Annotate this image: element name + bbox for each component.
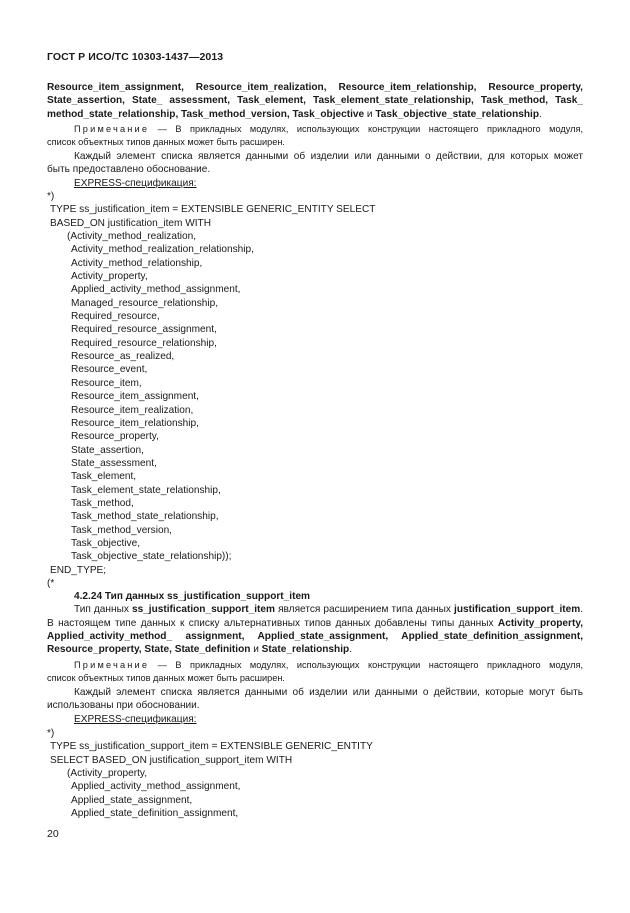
entity-names: method_state_relationship, Task_method_version, Task_objective <box>47 108 365 120</box>
code-line: Resource_item, <box>71 377 142 389</box>
express-spec-label <box>47 713 583 726</box>
type-name: Activity_property, <box>497 617 583 629</box>
code-line: END_TYPE; <box>50 564 107 576</box>
paragraph-line <box>47 108 583 121</box>
paragraph-line: State_assertion, State_ assessment, Task_element, Task_element_state_relationship, Task_method, Task_ <box>47 95 583 107</box>
paragraph-line <box>47 603 583 616</box>
entity-name: Task_objective_state_relationship <box>375 108 539 120</box>
text-run: В настоящем типе данных к списку альтернативных типов данных добавлены типы данных <box>47 617 498 629</box>
note-block <box>47 659 583 686</box>
paragraph-line: быть предоставлено обоснование. <box>47 164 211 176</box>
code-line: Task_method, <box>71 497 134 509</box>
paragraph-line: Applied_activity_method_ assignment, Applied_state_assignment, Applied_state_definition_assignment, <box>47 631 583 643</box>
paragraph-line: Resource_item_assignment, Resource_item_realization, Resource_item_relationship, Resource_property, <box>47 82 583 93</box>
paragraph-line: Каждый элемент списка является данными об изделии или данными о действии, которые могут быть <box>74 687 583 698</box>
note-text: — В прикладных модулях, использующих конструкции настоящего прикладного модуля, <box>157 124 583 134</box>
body-paragraph <box>47 686 583 713</box>
express-code-block <box>47 190 587 590</box>
code-line: Managed_resource_relationship, <box>71 297 219 309</box>
standard-header: ГОСТ Р ИСО/ТС 10303-1437—2013 <box>47 51 224 63</box>
paragraph-line <box>47 617 583 630</box>
express-spec-label <box>47 177 583 190</box>
note-line <box>47 659 583 672</box>
period: . <box>580 604 584 616</box>
code-line: SELECT BASED_ON justification_support_item WITH <box>50 754 293 766</box>
code-line: State_assertion, <box>71 444 144 456</box>
code-line: Resource_item_assignment, <box>71 391 199 403</box>
note-label: Примечание <box>74 124 150 134</box>
code-line: Resource_property, <box>71 431 159 443</box>
note-text: — В прикладных модулях, использующих конструкции настоящего прикладного модуля, <box>157 660 583 670</box>
code-line: Required_resource_assignment, <box>71 324 217 336</box>
express-label-text: EXPRESS-спецификация: <box>74 714 197 725</box>
paragraph-line: использованы при обосновании. <box>47 700 200 712</box>
code-line: *) <box>47 191 55 202</box>
code-line: Applied_activity_method_assignment, <box>71 284 241 296</box>
section-heading: 4.2.24 Тип данных ss_justification_support_item <box>74 591 311 602</box>
type-names: Resource_property, State, State_definition <box>47 644 251 656</box>
code-line: Applied_state_assignment, <box>71 794 193 806</box>
type-name: justification_support_item <box>454 604 581 616</box>
period: . <box>349 644 352 656</box>
paragraph-line <box>47 643 583 656</box>
code-line: Task_objective_state_relationship)); <box>71 551 232 563</box>
code-line: Resource_as_realized, <box>71 351 175 363</box>
text-run: Тип данных <box>74 604 132 616</box>
code-line: (* <box>47 577 55 589</box>
code-line: *) <box>47 728 55 739</box>
code-line: (Activity_method_realization, <box>67 231 197 243</box>
code-line: Applied_activity_method_assignment, <box>71 781 241 793</box>
code-line: Activity_method_relationship, <box>71 257 203 269</box>
code-line: Activity_property, <box>71 271 148 283</box>
period: . <box>539 108 542 120</box>
note-block <box>47 123 583 150</box>
code-line: Task_method_version, <box>71 524 172 536</box>
note-line <box>47 123 583 136</box>
code-line: TYPE ss_justification_item = EXTENSIBLE GENERIC_ENTITY SELECT <box>50 204 376 216</box>
entity-list-paragraph <box>47 81 583 121</box>
code-line: (Activity_property, <box>67 768 148 780</box>
type-name: ss_justification_support_item <box>131 604 275 616</box>
code-line: Task_element_state_relationship, <box>71 484 221 496</box>
note-label: Примечание <box>74 660 150 670</box>
code-line: Resource_item_realization, <box>71 404 194 416</box>
code-line: BASED_ON justification_item WITH <box>50 217 211 229</box>
page-number: 20 <box>47 828 59 840</box>
paragraph-line: Каждый элемент списка является данными об изделии или данными о действии, для которых может <box>74 151 583 162</box>
conjunction: и <box>364 108 376 120</box>
body-paragraph <box>47 150 583 177</box>
note-line: список объектных типов данных может быть расширен. <box>47 137 285 148</box>
express-code-block <box>47 727 587 820</box>
express-label-text: EXPRESS-спецификация: <box>74 178 197 189</box>
note-line: список объектных типов данных может быть расширен. <box>47 673 285 684</box>
code-line: Resource_event, <box>71 364 148 376</box>
text-run: является расширением типа данных <box>275 604 455 616</box>
code-line: Activity_method_realization_relationship, <box>71 244 254 256</box>
code-line: Task_method_state_relationship, <box>71 511 219 523</box>
code-line: State_assessment, <box>71 457 157 469</box>
conjunction: и <box>250 644 262 656</box>
code-line: Task_element, <box>71 471 137 483</box>
section-block <box>47 590 583 657</box>
code-line: Resource_item_relationship, <box>71 417 199 429</box>
code-line: Applied_state_definition_assignment, <box>71 808 239 820</box>
code-line: Required_resource_relationship, <box>71 337 217 349</box>
code-line: Required_resource, <box>71 311 160 323</box>
code-line: TYPE ss_justification_support_item = EXTENSIBLE GENERIC_ENTITY <box>50 741 373 753</box>
code-line: Task_objective, <box>71 537 141 549</box>
type-name: State_relationship <box>261 644 350 656</box>
